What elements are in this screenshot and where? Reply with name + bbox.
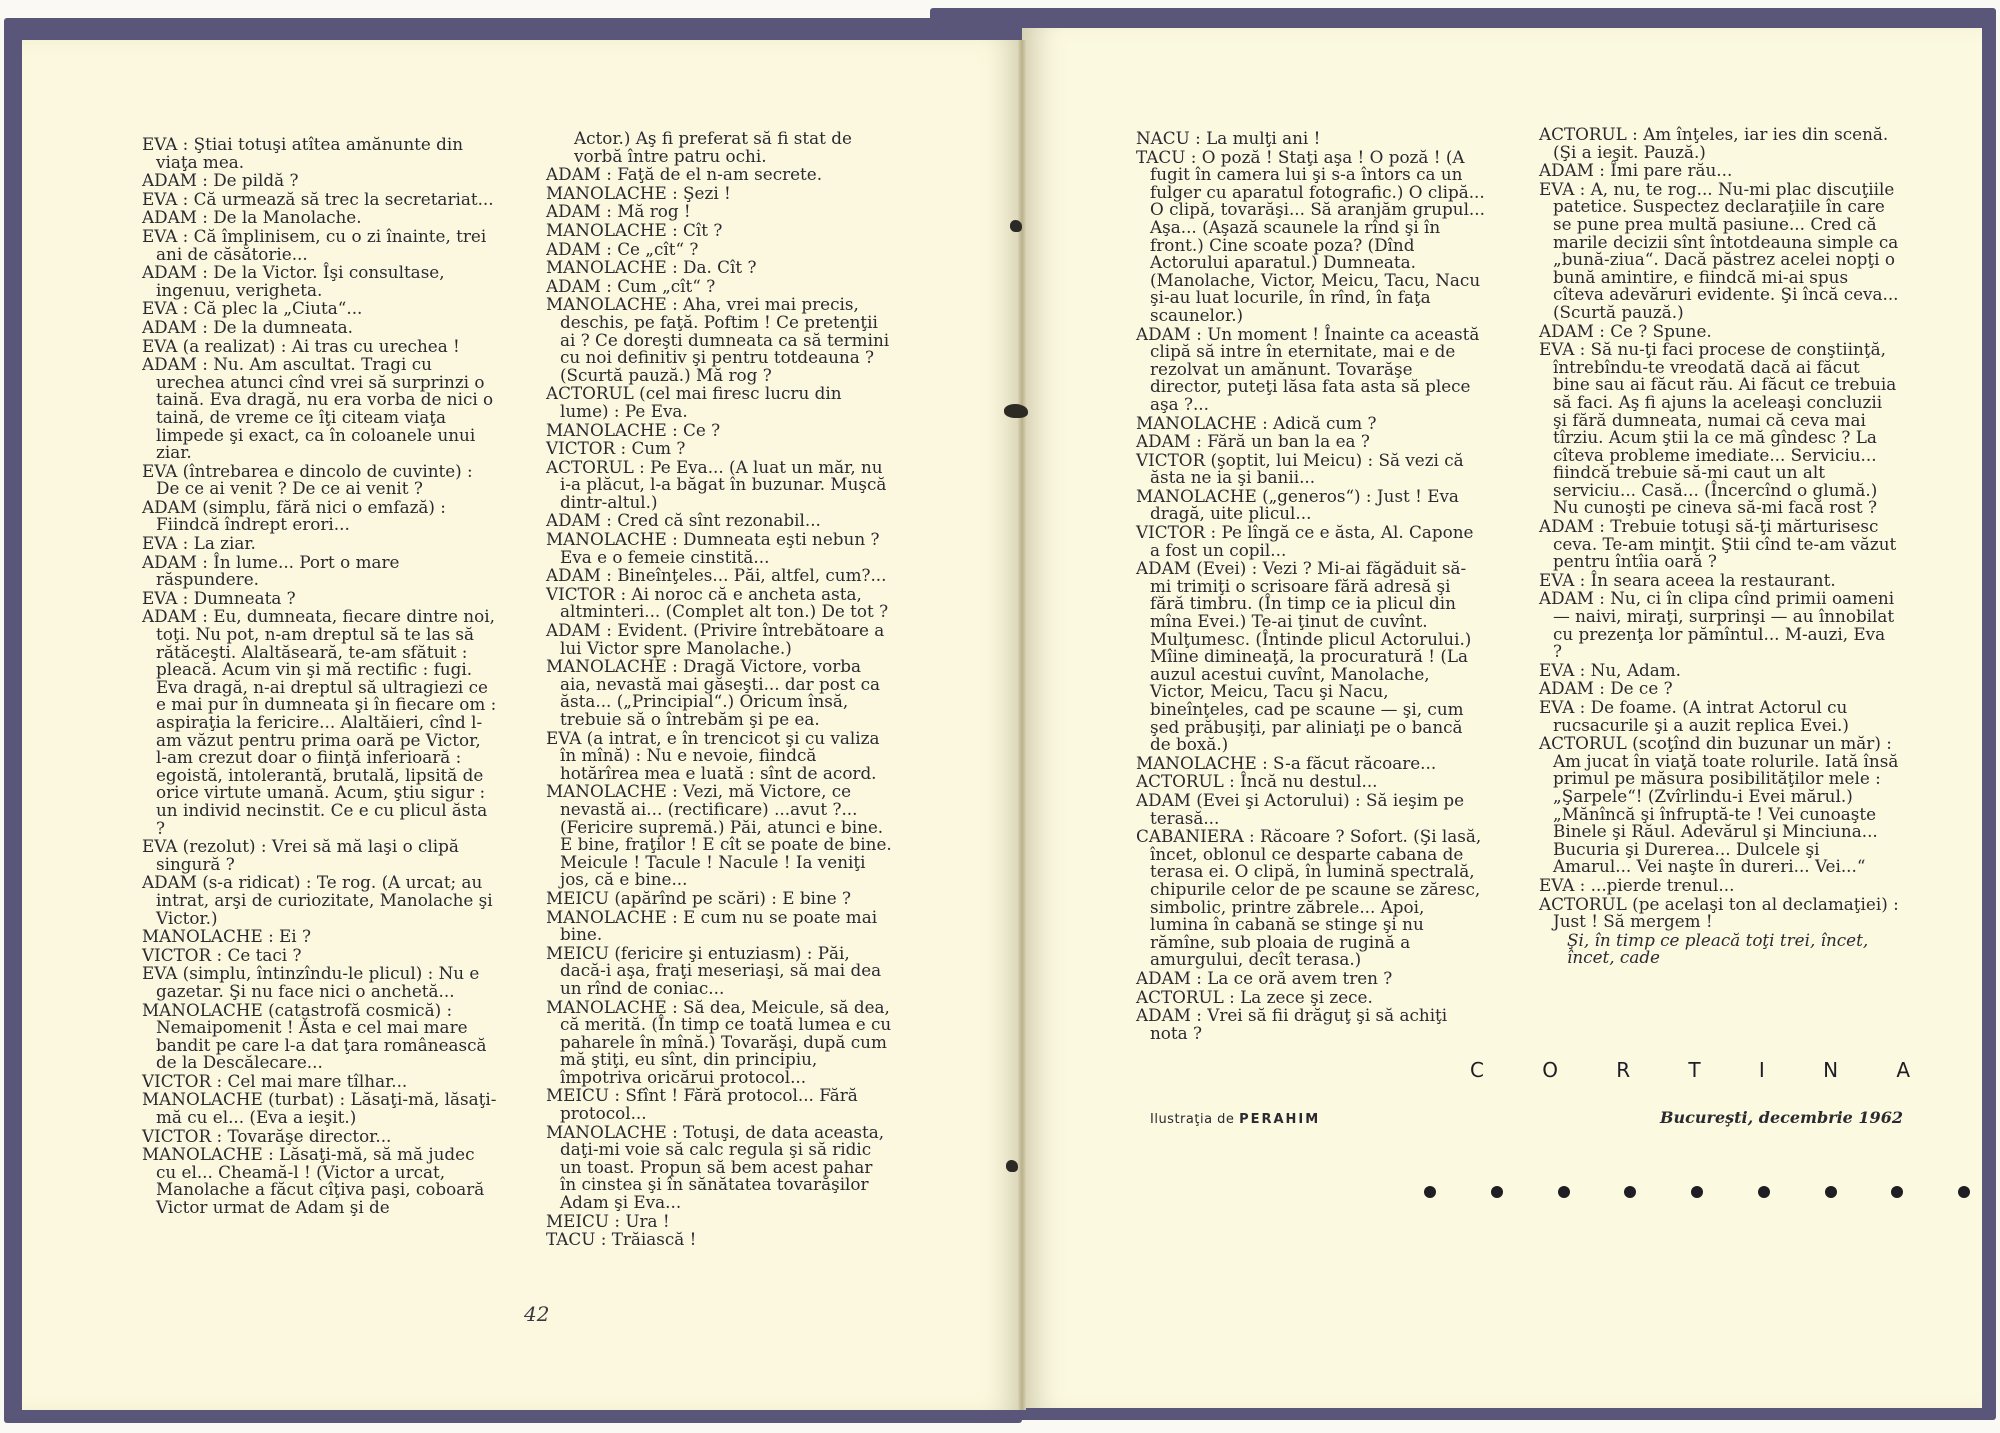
illustration-credit <box>1150 1112 1320 1127</box>
binding-staple <box>1004 404 1028 418</box>
dialogue-line: MANOLACHE (catastrofă cosmică) : Nemaipomenit ! Ăsta e cel mai mare bandit pe care l-a dat ţara românească de la Descălecare... <box>142 999 487 1073</box>
dialogue-line: ADAM : Cred că sînt rezonabil... <box>546 510 821 531</box>
dialogue-line: VICTOR : Ce taci ? <box>142 944 302 965</box>
text-column-2 <box>546 130 892 1250</box>
dialogue-line: ACTORUL : Am înţeles, iar ies din scenă. (Şi a ieşit. Pauză.) <box>1539 124 1889 162</box>
cortina-letter: I <box>1758 1058 1765 1082</box>
dialogue-line: ADAM (Evei) : Vezi ? Mi-ai făgăduit să-mi trimiţi o scrisoare fără adresă şi fără timbru. (În timp ce ia plicul din mîna Evei.) Te-ai ţinut de cuvînt. Mulţumesc. (Întinde plicul Actorului.) Mîine dimineaţă, la procuratură ! (La auzul acestui cuvînt, Manolache, Victor, Meicu, Tacu şi Nacu, bineînţeles, cad pe scaune — şi, cum şed prăbuşiţi, par aliniaţi pe o bancă de boxă.) <box>1136 558 1472 755</box>
dialogue-line: MANOLACHE : Dragă Victore, vorba aia, nevastă mai găseşti... dar post ca ăsta... („Principial“.) Oricum însă, trebuie să o întrebăm şi pe ea. <box>546 656 880 729</box>
dialogue-line: EVA : Nu, Adam. <box>1539 659 1681 680</box>
dialogue-line: EVA : Că urmează să trec la secretariat... <box>142 188 494 209</box>
dialogue-line: ADAM : De la Manolache. <box>142 207 362 228</box>
dialogue-line: EVA : A, nu, te rog... Nu-mi plac discuţiile patetice. Suspectez declaraţiile în care se pune prea multă pasiune... Cred că marile decizii sînt întotdeauna simple ca „bună-ziua“. Dacă păstrez acelei nopţi o bună amintire, e fiindcă mi-ai spus cîteva adevăruri evidente. Şi încă ceva... (Scurtă pauză.) <box>1539 178 1899 322</box>
dialogue-line: ADAM : La ce oră avem tren ? <box>1136 967 1393 988</box>
ornament-dot <box>1691 1186 1703 1198</box>
dialogue-line: ADAM : De la dumneata. <box>142 316 353 337</box>
ornament-dot <box>1825 1186 1837 1198</box>
cortina-letter: N <box>1823 1058 1839 1082</box>
cortina-letter: R <box>1616 1058 1631 1082</box>
dialogue-line: ADAM (Evei şi Actorului) : Să ieşim pe terasă... <box>1136 789 1465 828</box>
dialogue-line: ADAM : Vrei să fii drăguţ şi să achiţi nota ? <box>1136 1005 1448 1043</box>
dialogue-line: VICTOR : Cel mai mare tîlhar... <box>142 1070 408 1091</box>
dialogue-line: MANOLACHE : E cum nu se poate mai bine. <box>546 906 878 945</box>
place-date: Bucureşti, decembrie 1962 <box>1660 1108 1903 1127</box>
dialogue-line: MANOLACHE : S-a făcut răcoare... <box>1136 752 1437 773</box>
dialogue-line: ACTORUL : Încă nu destul... <box>1136 771 1378 792</box>
dialogue-line: ADAM : Nu. Am ascultat. Tragi cu urechea atunci cînd vrei să surprinzi o taină. Eva dragă, nu era vorba de nici o taină, de vreme ce îţi citeam viaţa limpede şi exact, ca în coloanele unui ziar. <box>142 354 494 463</box>
dialogue-line: EVA : La ziar. <box>142 533 256 554</box>
dialogue-line: CABANIERA : Răcoare ? Sofort. (Şi lasă, încet, oblonul ce desparte cabana de terasa ei. O clipă, în lumină spectrală, chipurile celor de pe scaune se zăresc, simbolic, printre zăbrele... Apoi, lumina în cabană se stinge şi nu rămîne, sub ploaia de rugină a amurgului, decît terasa.) <box>1136 826 1482 970</box>
dialogue-line: EVA (a intrat, e în trencicot şi cu valiza în mînă) : Nu e nevoie, fiindcă hotărîrea mea e luată : sînt de acord. <box>546 727 880 783</box>
dialogue-line: MANOLACHE : Ce ? <box>546 419 721 440</box>
binding-staple <box>1006 1160 1018 1172</box>
dialogue-line: EVA : Dumneata ? <box>142 587 296 608</box>
dialogue-line: ADAM : Mă rog ! <box>546 201 691 222</box>
dialogue-line: ADAM : Bineînţeles... Păi, altfel, cum?... <box>546 565 887 586</box>
dialogue-line: MANOLACHE : Şezi ! <box>546 182 731 203</box>
dialogue-line: ACTORUL (pe acelaşi ton al declamaţiei) : Just ! Să mergem ! <box>1539 893 1899 932</box>
dialogue-line: MEICU (fericire şi entuziasm) : Păi, dacă-i aşa, fraţi meseriaşi, să mai dea un rînd de coniac... <box>546 942 882 998</box>
dialogue-line: EVA : Ştiai totuşi atîtea amănunte din viaţa mea. <box>142 134 464 172</box>
dialogue-line: EVA (a realizat) : Ai tras cu urechea ! <box>142 335 460 356</box>
dialogue-line: TACU : Trăiască ! <box>546 1229 697 1250</box>
credit-prefix: Ilustraţia de <box>1150 1112 1240 1127</box>
dialogue-line: VICTOR : Ai noroc că e ancheta asta, altminteri... (Complet alt ton.) De tot ? <box>546 583 889 622</box>
credit-name: PERAHIM <box>1239 1112 1321 1127</box>
dialogue-line: MANOLACHE (turbat) : Lăsaţi-mă, lăsaţi-mă cu el... (Eva a ieşit.) <box>142 1089 497 1128</box>
ornament-dot <box>1491 1186 1503 1198</box>
dialogue-line: VICTOR : Tovarăşe director... <box>142 1125 392 1146</box>
dialogue-line: ADAM : Ce „cît“ ? <box>546 238 699 259</box>
dialogue-line: MANOLACHE : Vezi, mă Victore, ce nevastă ai... (rectificare) ...avut ?... (Fericire supremă.) Păi, atunci e bine. E bine, fraţilor ! E cît se poate de bine. Meicule ! Tacule ! Nacule ! Ia veniţi jos, că e bine... <box>546 781 892 890</box>
dialogue-line: MANOLACHE : Ei ? <box>142 926 312 947</box>
dialogue-line: ADAM : În lume... Port o mare răspundere. <box>142 551 400 590</box>
dialogue-line: EVA (simplu, întinzîndu-le plicul) : Nu e gazetar. Şi nu face nici o anchetă... <box>142 963 480 1001</box>
dialogue-line: MANOLACHE : Lăsaţi-mă, să mă judec cu el... Cheamă-l ! (Victor a urcat, Manolache a făcut cîţiva paşi, coboară Victor urmat de Adam şi de <box>142 1144 485 1218</box>
ornament-dot <box>1558 1186 1570 1198</box>
dialogue-line: MEICU (apărînd pe scări) : E bine ? <box>546 887 851 908</box>
dialogue-line: ADAM : Faţă de el n-am secrete. <box>546 164 823 185</box>
cortina-heading <box>1470 1058 1910 1082</box>
dialogue-line: Actor.) Aş fi preferat să fi stat de vorbă între patru ochi. <box>574 128 852 166</box>
dialogue-line: EVA : De foame. (A intrat Actorul cu rucsacurile şi a auzit replica Evei.) <box>1539 697 1849 735</box>
dialogue-line: ADAM (s-a ridicat) : Te rog. (A urcat; au intrat, arşi de curiozitate, Manolache şi Victor.) <box>142 872 493 928</box>
binding-staple <box>1010 220 1022 232</box>
ornament-dot <box>1758 1186 1770 1198</box>
cortina-letter: O <box>1542 1058 1558 1082</box>
dialogue-line: MANOLACHE : Cît ? <box>546 219 723 240</box>
dialogue-line: NACU : La mulţi ani ! <box>1136 128 1321 148</box>
dialogue-line: ADAM : Evident. (Privire întrebătoare a lui Victor spre Manolache.) <box>546 620 885 658</box>
dialogue-line: EVA : Să nu-ţi faci procese de conştiinţă, întrebîndu-te vreodată dacă ai făcut bine sau ai făcut rău. Ai făcut ce trebuia să faci. Aş fi ajuns la aceleaşi concluzii şi fără dumneata, numai că ceva mai tîrziu. Acum ştii la ce mă gîndesc ? La cîteva probleme imediate... Serviciu... fiindcă trebuie să-mi caut un alt serviciu... Casă... (Încercînd o glumă.) Nu cunoşti pe cineva să-mi facă rost ? <box>1539 339 1897 518</box>
dialogue-line: ADAM : De pildă ? <box>142 170 299 191</box>
ornament-dots <box>1424 1186 1970 1198</box>
dialogue-line: EVA (întrebarea e dincolo de cuvinte) : De ce ai venit ? De ce ai venit ? <box>142 460 473 499</box>
dialogue-line: TACU : O poză ! Staţi aşa ! O poză ! (A fugit în camera lui şi s-a întors ca un fulger cu aparatul fotografic.) O clipă... O clipă, tovarăşi... Să aranjăm grupul... Aşa... (Aşază scaunele la rînd şi în front.) Cine scoate poza? (Dînd Actorului aparatul.) Dumneata. (Manolache, Victor, Meicu, Tacu, Nacu şi-au luat locurile, în rînd, în faţa scaunelor.) <box>1136 146 1485 325</box>
dialogue-line: MEICU : Ura ! <box>546 1210 670 1231</box>
dialogue-line: MANOLACHE : Totuşi, de data aceasta, daţi-mi voie să calc regula şi să ridic un toast. Propun să bem acest pahar în cinstea şi în sănătatea tovarăşilor Adam şi Eva... <box>546 1121 885 1213</box>
dialogue-line: EVA : În seara aceea la restaurant. <box>1539 569 1836 590</box>
cortina-letter: C <box>1470 1058 1484 1082</box>
dialogue-line: MANOLACHE : Adică cum ? <box>1136 412 1377 433</box>
dialogue-line: EVA : ...pierde trenul... <box>1539 874 1735 895</box>
dialogue-line: ACTORUL : La zece şi zece. <box>1136 986 1373 1007</box>
dialogue-line: ADAM : Fără un ban la ea ? <box>1136 431 1370 452</box>
dialogue-line: MANOLACHE („generos“) : Just ! Eva dragă, uite plicul... <box>1136 485 1459 524</box>
dialogue-line: ACTORUL (scoţînd din buzunar un măr) : Am jucat în viaţă toate rolurile. Iată însă primul pe măsura posibilităţilor mele : „Şarpele“! (Zvîrlindu-i Evei mărul.) „Mănîncă şi înfruptă-te ! Vei cunoaşte Binele şi Răul. Adevărul şi Minciuna... Bucuria şi Durerea... Dulcele şi Amarul... Vei naşte în dureri... Vei...“ <box>1539 733 1899 877</box>
text-column-4 <box>1539 126 1899 967</box>
ornament-dot <box>1958 1186 1970 1198</box>
text-column-3 <box>1136 130 1486 1043</box>
text-column-1 <box>142 136 497 1218</box>
dialogue-line: MANOLACHE : Da. Cît ? <box>546 257 757 278</box>
dialogue-line: ADAM : Eu, dumneata, fiecare dintre noi, toţi. Nu pot, n-am dreptul să te las să rătăceşti. Alaltăseară, te-am sfătuit : pleacă. Acum vin şi mă rectific : fugi. Eva dragă, n-ai dreptul să ultragiezi ce e mai pur în dumneata şi în fiecare om : aspiraţia la fericire... Alaltăieri, cînd l-am văzut pentru prima oară pe Victor, l-am crezut doar o fiinţă inferioară : egoistă, intolerantă, brutală, lipsită de orice virtute umană. Acum, ştiu sigur : un individ necinstit. Ce e cu plicul ăsta ? <box>142 606 497 838</box>
dialogue-line: MEICU : Sfînt ! Fără protocol... Fără protocol... <box>546 1085 858 1124</box>
dialogue-line: MANOLACHE : Să dea, Meicule, să dea, că merită. (În timp ce toată lumea e cu paharele în mînă.) Tovarăşi, după cum mă ştiţi, eu sînt, din principiu, împotriva oricărui protocol... <box>546 996 892 1087</box>
dialogue-line: ACTORUL (cel mai firesc lucru din lume) : Pe Eva. <box>546 383 842 421</box>
dialogue-line: ADAM (simplu, fără nici o emfază) : Fiindcă îndrept erori... <box>142 496 446 535</box>
dialogue-line: VICTOR : Cum ? <box>546 438 686 459</box>
dialogue-line: ADAM : Îmi pare rău... <box>1539 160 1733 181</box>
dialogue-line: EVA : Că împlinisem, cu o zi înainte, trei ani de căsătorie... <box>142 225 487 264</box>
dialogue-line: MANOLACHE : Aha, vrei mai precis, deschis, pe faţă. Poftim ! Ce pretenţii ai ? Ce doreşti dumneata ca să termini cu noi definitiv şi pentru totdeauna ? (Scurtă pauză.) Mă rog ? <box>546 294 890 385</box>
ornament-dot <box>1891 1186 1903 1198</box>
ornament-dot <box>1624 1186 1636 1198</box>
dialogue-line: ACTORUL : Pe Eva... (A luat un măr, nu i-a plăcut, l-a băgat în buzunar. Muşcă dintr-altul.) <box>546 456 887 512</box>
dialogue-line: MANOLACHE : Dumneata eşti nebun ? Eva e o femeie cinstită... <box>546 529 880 567</box>
ornament-dot <box>1424 1186 1436 1198</box>
dialogue-line: EVA (rezolut) : Vrei să mă laşi o clipă singură ? <box>142 836 459 874</box>
dialogue-line: ADAM : De la Victor. Îşi consultase, ingenuu, verigheta. <box>142 262 445 300</box>
cortina-letter: A <box>1896 1058 1910 1082</box>
book-gutter <box>1018 40 1026 1410</box>
dialogue-line: Şi, în timp ce pleacă toţi trei, încet, încet, cade <box>1567 929 1869 968</box>
dialogue-line: EVA : Că plec la „Ciuta“... <box>142 298 363 319</box>
page-number: 42 <box>524 1302 550 1326</box>
dialogue-line: ADAM : Nu, ci în clipa cînd primii oameni — naivi, miraţi, surprinşi — au înnobilat cu prezenţa lor pămîntul... M-auzi, Eva ? <box>1539 588 1895 662</box>
dialogue-line: ADAM : Ce ? Spune. <box>1539 320 1712 341</box>
dialogue-line: ADAM : Cum „cît“ ? <box>546 275 716 296</box>
dialogue-line: VICTOR : Pe lîngă ce e ăsta, Al. Capone a fost un copil... <box>1136 522 1474 560</box>
dialogue-line: ADAM : De ce ? <box>1539 678 1673 699</box>
dialogue-line: ADAM : Trebuie totuşi să-ţi mărturisesc ceva. Te-am minţit. Ştii cînd te-am văzut pentru întîia oară ? <box>1539 516 1897 572</box>
dialogue-line: VICTOR (şoptit, lui Meicu) : Să vezi că ăsta ne ia şi banii... <box>1136 449 1464 488</box>
cortina-letter: T <box>1688 1058 1701 1082</box>
dialogue-line: ADAM : Un moment ! Înainte ca această clipă să intre în eternitate, mai e de rezolvat un amănunt. Tovarăşe director, puteţi lăsa fata asta să plece aşa ?... <box>1136 323 1480 414</box>
